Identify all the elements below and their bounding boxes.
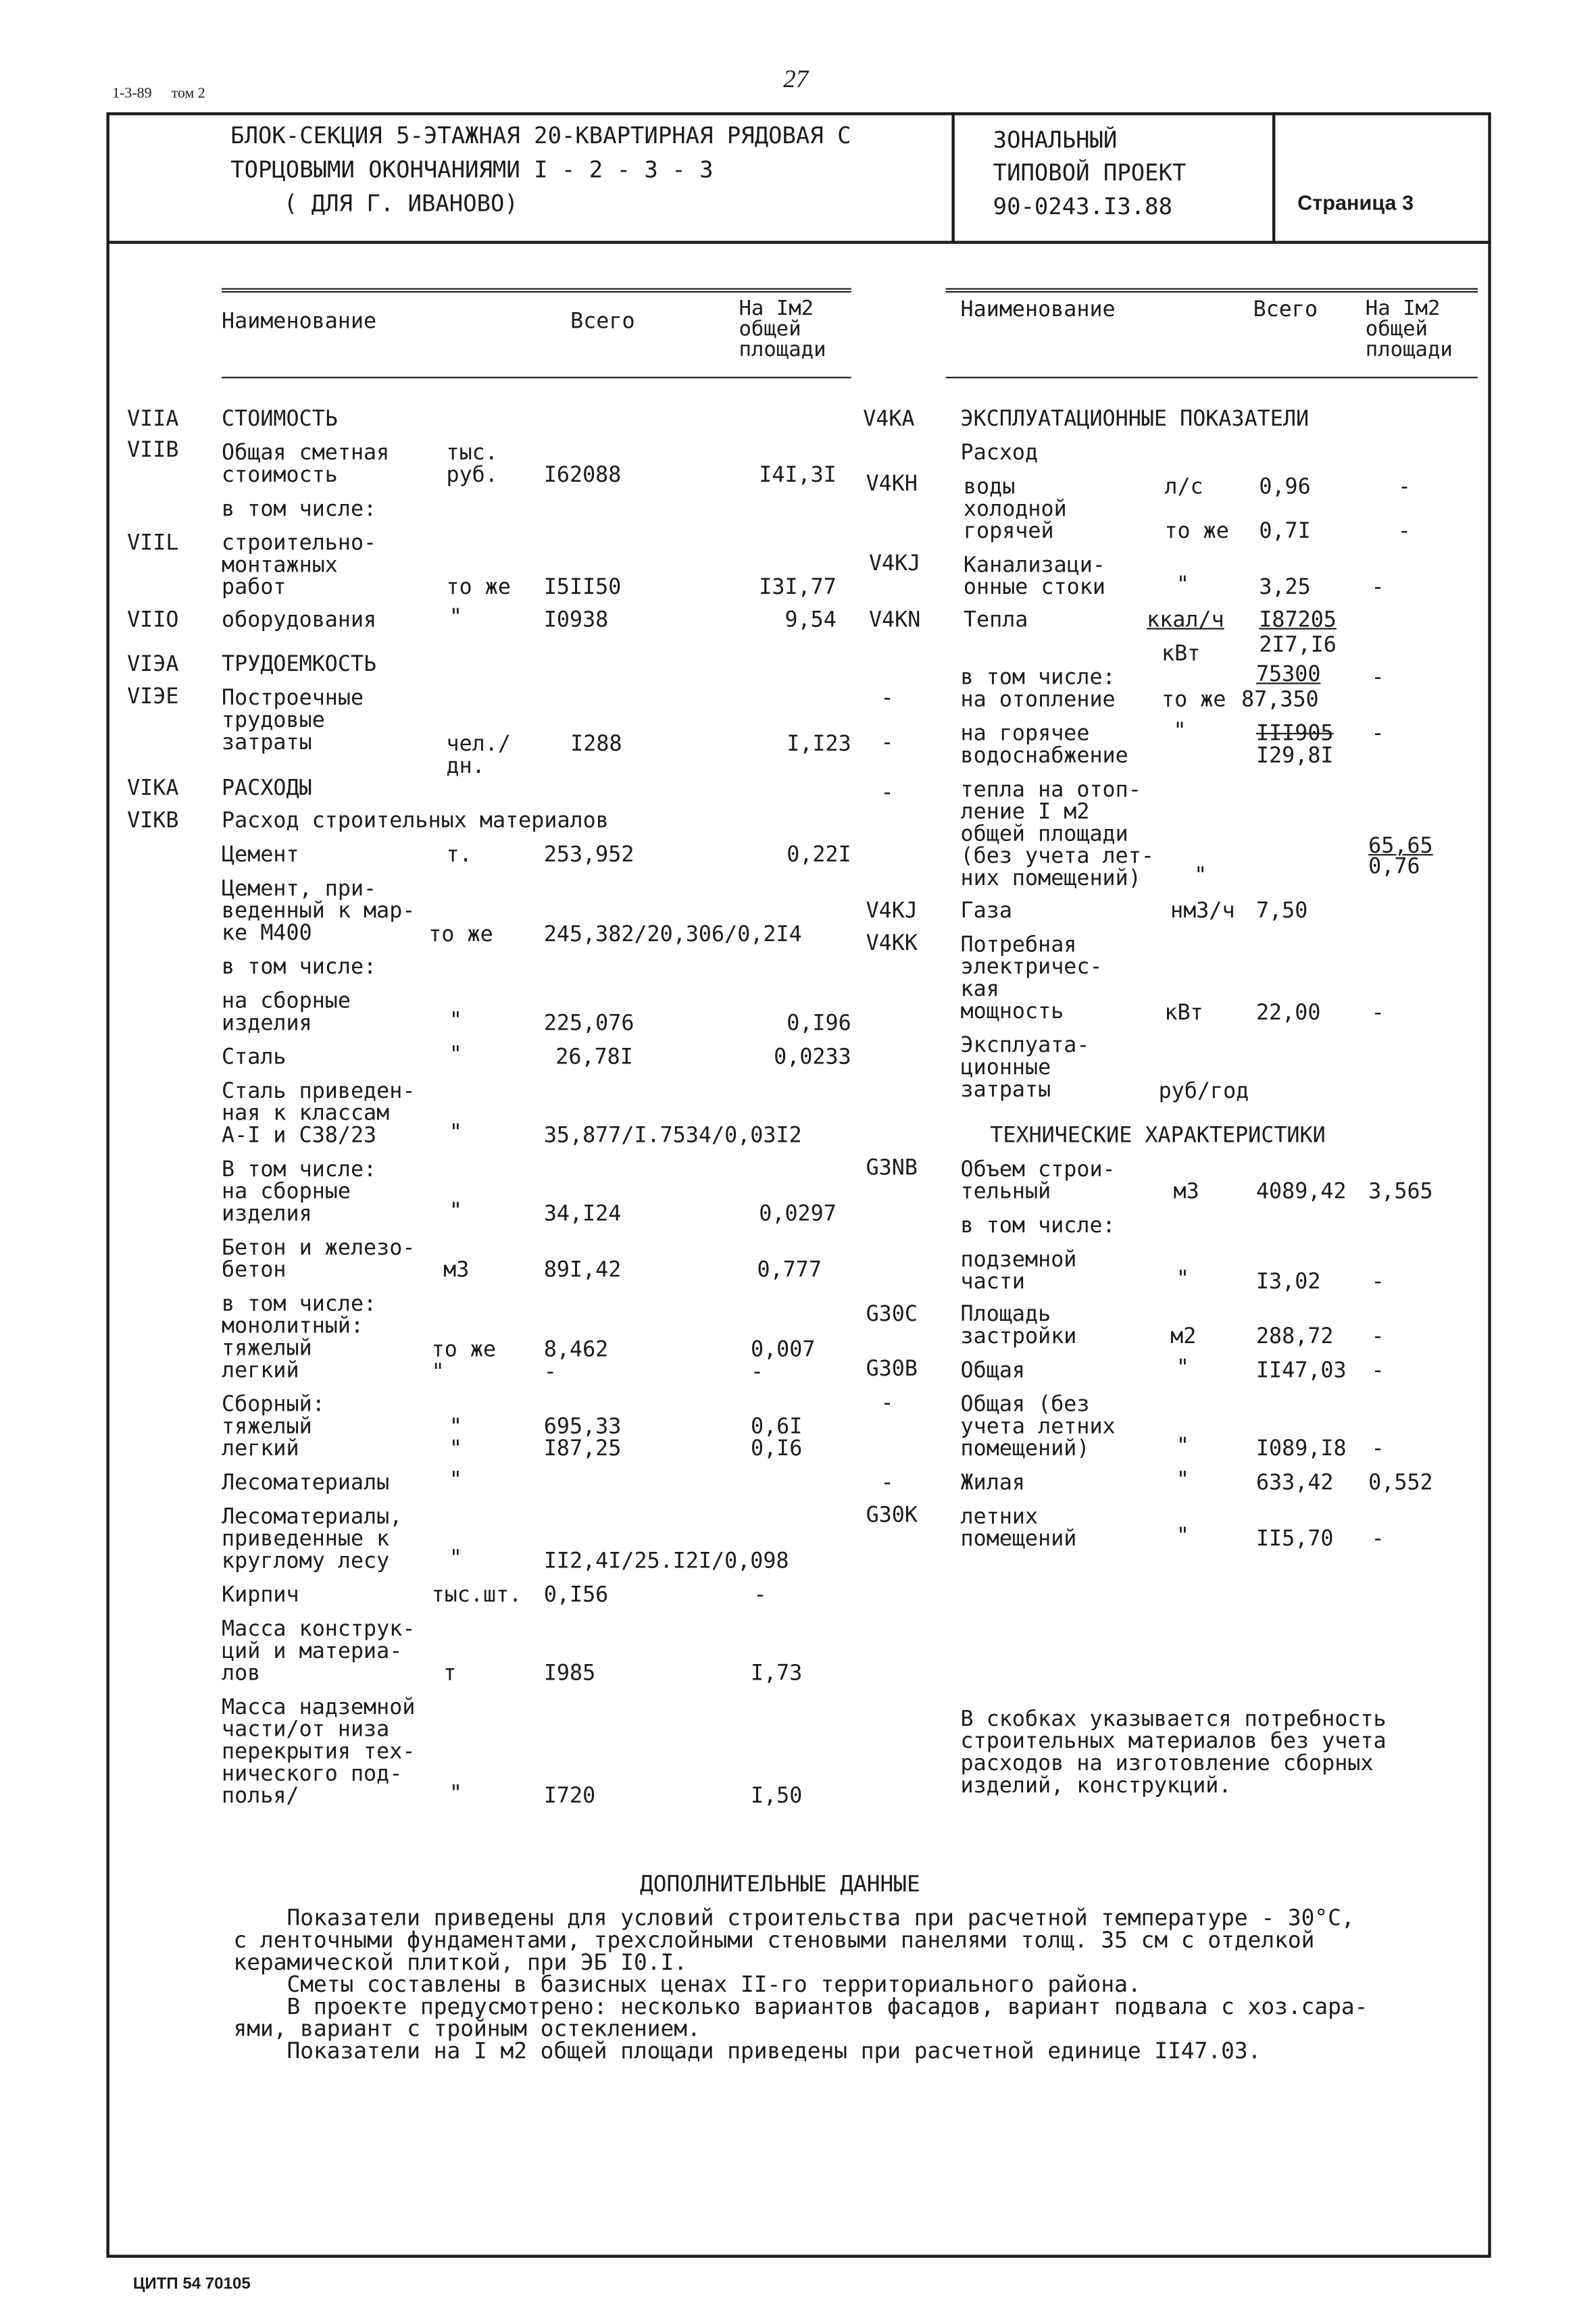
stamp-divider xyxy=(951,112,954,242)
row-unit: кВт xyxy=(1161,643,1201,667)
project-number: 90-0243.I3.88 xyxy=(993,193,1173,220)
section-heading: СТОИМОСТЬ xyxy=(222,407,338,432)
row-code: G30B xyxy=(866,1357,918,1382)
row-total: 7,50 xyxy=(1255,899,1308,924)
row-per-m2: 0,007 - xyxy=(750,1338,816,1385)
row-per-m2: 0,777 xyxy=(757,1259,822,1283)
row-total: I985 xyxy=(543,1662,596,1686)
row-unit: ккал/ч xyxy=(1147,609,1224,633)
row-total: I62088 xyxy=(543,463,622,488)
col-header-name: Наименование xyxy=(222,310,377,334)
row-name: Сталь приведен- ная к классам А-I и С38/23 xyxy=(222,1080,416,1149)
row-per-m2: - xyxy=(1371,1325,1385,1349)
row-unit: " xyxy=(1176,573,1189,597)
row-code: VIIB xyxy=(127,438,179,463)
row-name: в том числе: xyxy=(960,1214,1116,1238)
col-header-per-m2: площади xyxy=(1365,338,1453,362)
project-type: ЗОНАЛЬНЫЙ xyxy=(993,127,1118,154)
stamp-divider xyxy=(1272,112,1275,242)
row-per-m2: 0,22I xyxy=(787,843,851,867)
row-unit: л/с то же xyxy=(1164,476,1229,544)
row-total: 8,462 - xyxy=(543,1338,609,1385)
row-unit: " xyxy=(1176,1434,1189,1459)
row-per-m2: 0,76 xyxy=(1368,855,1420,880)
row-per-m2: 3,565 xyxy=(1368,1180,1433,1205)
row-name: Построечные трудовые затраты xyxy=(222,686,364,755)
row-name: В том числе: на сборные изделия xyxy=(222,1158,377,1227)
extra-text: Показатели приведены для условий строительства при расчетной температуре - 30°С, с ленточными фундаментами, трехслойными стеновыми панелями толщ. 35 см с отделкой керамической плиткой, при ЭБ I0.I. Сметы составлены в базисных ценах II-го территориального района. В проекте предусмотрено: несколько вариантов фасадов, вариант подвала с хоз.сара- ями, вариант с тройным остеклением. Показатели на I м2 общей площади приведены при расчетной единице II47.03. xyxy=(233,1905,1368,2065)
row-unit: " " xyxy=(449,1415,462,1461)
row-name: Масса надземной части/от низа перекрытия тех- нического под- полья/ xyxy=(222,1696,416,1809)
row-per-m2: 0,0297 xyxy=(759,1203,837,1227)
row-code: - xyxy=(880,1472,894,1496)
row-total: 26,78I xyxy=(555,1046,633,1070)
row-total: I3,02 xyxy=(1255,1270,1321,1294)
row-total: 75300 xyxy=(1255,663,1321,687)
row-per-m2: - xyxy=(1371,722,1385,747)
row-name: летних помещений xyxy=(960,1505,1077,1552)
row-per-m2: I4I,3I xyxy=(759,463,837,488)
header-rule xyxy=(946,377,1478,378)
row-total: 0,I56 xyxy=(543,1584,609,1608)
col-header-per-m2: площади xyxy=(739,338,826,362)
row-unit: то же xyxy=(1161,688,1226,713)
row-name: Тепла xyxy=(963,609,1028,633)
row-code: VIIA xyxy=(127,407,179,432)
row-name: Расход строительных материалов xyxy=(222,809,609,834)
row-code: VIЭA xyxy=(127,653,179,677)
row-total: 3,25 xyxy=(1259,576,1311,600)
row-total: I87205 xyxy=(1259,609,1337,633)
row-per-m2: - xyxy=(1371,576,1385,600)
row-code: V4KK xyxy=(866,932,918,956)
row-name: оборудования xyxy=(222,609,377,633)
row-code: V4KN xyxy=(868,609,921,633)
row-combined: 245,382/20,306/0,2I4 xyxy=(543,923,802,947)
row-per-m2: 9,54 xyxy=(784,609,837,633)
row-code: VIKB xyxy=(127,809,179,834)
row-unit: то же xyxy=(446,576,511,600)
row-code: - xyxy=(880,1392,894,1416)
row-name: Общая (без учета летних помещений) xyxy=(960,1393,1116,1461)
row-total: I5II50 xyxy=(543,576,622,600)
row-total: II5,70 xyxy=(1255,1528,1334,1552)
row-name: Лесоматериалы, приведенные к круглому лесу xyxy=(222,1505,403,1574)
row-code: VIKA xyxy=(127,777,179,801)
row-name: Газа xyxy=(960,899,1012,924)
sheet-label: Страница 3 xyxy=(1297,191,1414,215)
section-heading: ТРУДОЕМКОСТЬ xyxy=(222,653,377,677)
row-name: в том числе: на отопление xyxy=(960,666,1116,713)
row-unit: " xyxy=(1176,1524,1189,1549)
row-per-m2: I3I,77 xyxy=(759,576,837,600)
row-per-m2: - xyxy=(1371,1359,1385,1384)
row-name: Сталь xyxy=(222,1046,286,1070)
row-name: Расход xyxy=(960,441,1039,466)
col-header-per-m2: общей xyxy=(739,318,801,342)
section-heading: ЭКСПЛУАТАЦИОННЫЕ ПОКАЗАТЕЛИ xyxy=(960,407,1310,432)
row-name: Кирпич xyxy=(222,1584,299,1608)
col-header-per-m2: На Iм2 xyxy=(1365,297,1441,321)
row-code: V4KA xyxy=(863,407,915,432)
row-unit: кВт xyxy=(1164,1001,1203,1026)
volume-label: том 2 xyxy=(171,85,205,102)
row-total: III905 xyxy=(1255,722,1334,747)
row-combined: 35,877/I.7534/0,03I2 xyxy=(543,1124,802,1149)
stamp-title-line: ТОРЦОВЫМИ ОКОНЧАНИЯМИ I - 2 - 3 - 3 xyxy=(230,156,714,184)
row-code: VIIO xyxy=(127,609,179,633)
col-header-per-m2: На Iм2 xyxy=(739,297,814,321)
row-unit: " xyxy=(449,1043,462,1067)
row-unit: " xyxy=(449,1199,462,1224)
col-header-name: Наименование xyxy=(960,298,1116,322)
row-per-m2: - xyxy=(1371,1001,1385,1026)
row-name: на горячее водоснабжение xyxy=(960,722,1128,769)
row-total: 22,00 xyxy=(1255,1001,1321,1026)
header-rule xyxy=(946,288,1478,289)
row-name: Бетон и железо- бетон xyxy=(222,1236,416,1283)
row-total: I0938 xyxy=(543,609,609,633)
row-unit: " xyxy=(1173,720,1187,744)
row-total: 695,33 I87,25 xyxy=(543,1415,622,1461)
extra-title: ДОПОЛНИТЕЛЬНЫЕ ДАННЫЕ xyxy=(639,1870,920,1898)
row-name: в том числе: xyxy=(222,498,377,522)
col-header-total: Всего xyxy=(570,310,635,334)
row-total: I29,8I xyxy=(1255,745,1334,769)
row-code: V4KJ xyxy=(866,899,918,924)
row-name: строительно- монтажных работ xyxy=(222,532,377,600)
row-name: на сборные изделия xyxy=(222,990,351,1036)
row-combined: II2,4I/25.I2I/0,098 xyxy=(543,1550,789,1574)
row-code: V4KH xyxy=(866,472,918,497)
row-total: 253,952 xyxy=(543,843,634,867)
row-total: 225,076 xyxy=(543,1012,634,1036)
row-unit: чел./ дн. xyxy=(446,732,511,779)
row-name: Площадь застройки xyxy=(960,1303,1077,1349)
row-per-m2: 0,I96 xyxy=(787,1012,851,1036)
row-unit: м2 xyxy=(1170,1325,1197,1349)
row-unit: м3 xyxy=(1173,1180,1199,1205)
row-name: Эксплуата- ционные затраты xyxy=(960,1034,1090,1103)
row-total: I720 xyxy=(543,1784,596,1809)
row-unit: руб/год xyxy=(1158,1080,1249,1104)
footer-print-code: ЦИТП 54 70105 xyxy=(132,2275,251,2294)
row-total: 87,350 xyxy=(1241,688,1319,713)
row-unit: тыс. руб. xyxy=(446,441,498,488)
row-code: - xyxy=(880,686,894,711)
doc-code: 1-3-89 xyxy=(112,85,152,102)
row-name: Общая xyxy=(960,1359,1026,1384)
stamp-title-line: БЛОК-СЕКЦИЯ 5-ЭТАЖНАЯ 20-КВАРТИРНАЯ РЯДОВАЯ С xyxy=(230,122,851,149)
row-unit: т xyxy=(443,1662,457,1686)
row-per-m2: - - xyxy=(1397,476,1412,544)
row-code: G30K xyxy=(866,1504,918,1528)
stamp-title-line: ( ДЛЯ Г. ИВАНОВО) xyxy=(283,191,518,218)
row-name: Цемент xyxy=(222,843,299,867)
row-unit: " xyxy=(449,605,462,630)
row-per-m2: - xyxy=(1371,1437,1385,1461)
row-total: 0,96 0,7I xyxy=(1259,476,1311,544)
row-per-m2: 0,6I 0,I6 xyxy=(750,1415,803,1461)
row-name: в том числе: xyxy=(222,955,377,980)
row-total: 2I7,I6 xyxy=(1259,634,1337,658)
row-per-m2: I,I23 xyxy=(787,732,851,757)
row-name: Лесоматериалы xyxy=(222,1472,390,1496)
row-total: 288,72 xyxy=(1255,1325,1334,1349)
section-heading: РАСХОДЫ xyxy=(222,777,312,801)
row-unit: " xyxy=(449,1782,462,1806)
row-total: 4089,42 xyxy=(1255,1180,1347,1205)
row-code: VIЭE xyxy=(127,685,179,709)
row-total: II47,03 xyxy=(1255,1359,1347,1384)
row-name: Жилая xyxy=(960,1472,1026,1496)
row-total: 34,I24 xyxy=(543,1203,622,1227)
row-name: Цемент, при- веденный к мар- ке М400 xyxy=(222,878,416,946)
row-unit: тыс.шт. xyxy=(431,1584,522,1608)
header-rule xyxy=(222,288,851,289)
row-name: Сборный: тяжелый легкий xyxy=(222,1393,325,1461)
row-per-m2: - xyxy=(1371,1528,1385,1552)
row-per-m2: - xyxy=(753,1584,767,1608)
row-unit: нм3/ч xyxy=(1170,899,1235,924)
header-rule xyxy=(222,377,851,378)
row-unit: " xyxy=(449,1009,462,1033)
row-unit: " xyxy=(449,1546,462,1571)
section-heading: ТЕХНИЧЕСКИЕ ХАРАКТЕРИСТИКИ xyxy=(990,1124,1326,1149)
row-name: Потребная электричес- кая мощность xyxy=(960,934,1103,1024)
row-unit: " xyxy=(1176,1356,1189,1380)
row-per-m2: 65,65 xyxy=(1368,834,1433,859)
row-unit: " xyxy=(1194,864,1207,888)
row-total: 89I,42 xyxy=(543,1259,622,1283)
row-per-m2: 0,552 xyxy=(1368,1472,1433,1496)
page-number: 27 xyxy=(783,65,809,93)
row-per-m2: I,50 xyxy=(750,1784,803,1809)
row-total: I089,I8 xyxy=(1255,1437,1347,1461)
row-unit: " xyxy=(449,1121,462,1145)
row-name: Масса конструк- ций и материа- лов xyxy=(222,1617,416,1686)
row-per-m2: I,73 xyxy=(750,1662,803,1686)
row-name: Общая сметная стоимость xyxy=(222,441,390,488)
stamp-bottom-rule xyxy=(106,241,1491,243)
project-type: ТИПОВОЙ ПРОЕКТ xyxy=(993,159,1187,186)
row-code: G30C xyxy=(866,1303,918,1327)
row-unit: м3 xyxy=(443,1259,470,1283)
row-per-m2: - xyxy=(1371,1270,1385,1294)
col-header-per-m2: общей xyxy=(1365,318,1428,342)
col-header-total: Всего xyxy=(1253,298,1318,322)
row-unit: " xyxy=(1176,1468,1189,1492)
row-total: I288 xyxy=(570,732,622,757)
row-name: Канализаци- онные стоки xyxy=(963,554,1105,600)
row-name: тепла на отоп- ление I м2 общей площади (без учета лет- них помещений) xyxy=(960,778,1154,891)
row-unit: то же " xyxy=(431,1338,497,1385)
header-rule xyxy=(222,291,851,293)
row-code: VIIL xyxy=(127,532,179,556)
header-rule xyxy=(946,291,1478,293)
row-code: G3NB xyxy=(866,1157,918,1181)
bracket-note: В скобках указывается потребность строительных материалов без учета расходов на изготовление сборных изделий, конструкций. xyxy=(960,1708,1387,1799)
row-unit: т. xyxy=(446,843,472,867)
row-name: Объем строи- тельный xyxy=(960,1158,1116,1205)
row-unit: то же xyxy=(428,923,493,947)
row-name: воды холодной горячей xyxy=(963,476,1067,544)
row-code: - xyxy=(880,731,894,755)
row-code: V4KJ xyxy=(868,552,921,576)
row-total: 633,42 xyxy=(1255,1472,1334,1496)
row-per-m2: 0,0233 xyxy=(774,1046,851,1070)
row-code: - xyxy=(880,781,894,805)
row-unit: " xyxy=(449,1468,462,1492)
row-per-m2: - xyxy=(1371,666,1385,690)
row-name: в том числе: монолитный: тяжелый легкий xyxy=(222,1292,377,1384)
row-name: подземной части xyxy=(960,1249,1077,1294)
row-unit: " xyxy=(1176,1267,1189,1292)
